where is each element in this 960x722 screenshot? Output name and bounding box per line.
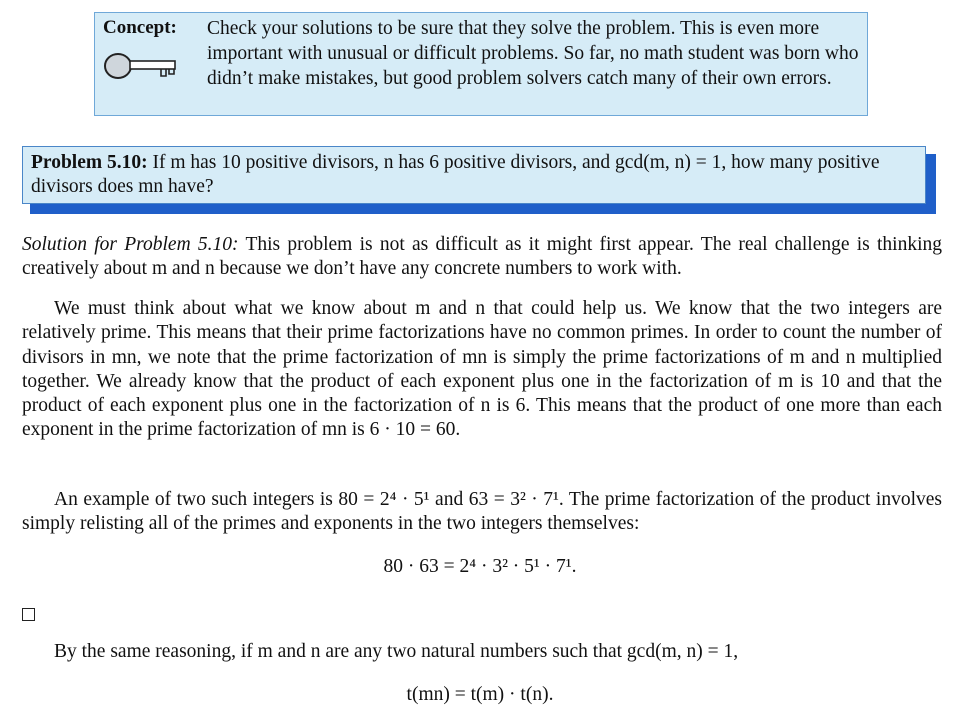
solution-intro bbox=[22, 233, 942, 282]
problem-text: If m has 10 positive divisors, n has 6 positive divisors, and gcd(m, n) = 1, how many positive divisors does mn have? bbox=[31, 152, 880, 197]
problem-label: Problem 5.10: bbox=[31, 152, 148, 173]
qed-square bbox=[22, 608, 35, 621]
problem-box-shadow bbox=[30, 204, 936, 214]
equation-divisor-function: t(mn) = t(m) · t(n). bbox=[406, 684, 554, 705]
solution-intro-text: This problem is not as difficult as it might first appear. The real challenge is thinking creatively about m and n because we don’t have any concrete numbers to work with. bbox=[22, 234, 942, 280]
concept-box bbox=[94, 12, 868, 116]
key-icon bbox=[103, 51, 183, 81]
problem-statement bbox=[31, 151, 921, 199]
equation-product: 80 · 63 = 2⁴ · 3² · 5¹ · 7¹. bbox=[383, 556, 577, 577]
concept-text: Check your solutions to be sure that they solve the problem. This is even more important with unusual or difficult problems. So far, no math student was born who didn’t make mistakes, but good problem solvers catch many of their own errors. bbox=[207, 18, 859, 89]
concept-label: Concept: bbox=[103, 17, 177, 38]
solution-paragraph-2: An example of two such integers is 80 = 2⁴ · 5¹ and 63 = 3² · 7¹. The prime factorization of the product involves simply relisting all of the primes and exponents in the two integers themselves: bbox=[22, 489, 942, 535]
solution-paragraph-1: We must think about what we know about m and n that could help us. We know that the two integers are relatively prime. This means that their prime factorizations have no common primes. In order to count the number of divisors in mn, we note that the prime factorization of mn is simply the prime factorizations of m and n multiplied together. We already know that the product of each exponent plus one in the factorization of m is 10 and that the product of each exponent plus one in the factorization of n is 6. This means that the product of one more than each exponent in the prime factorization of mn is 6 · 10 = 60. bbox=[22, 298, 942, 441]
problem-box bbox=[22, 146, 926, 204]
solution-paragraph-3: By the same reasoning, if m and n are any two natural numbers such that gcd(m, n) = 1, bbox=[54, 641, 739, 662]
solution-label: Solution for Problem 5.10: bbox=[22, 234, 239, 255]
